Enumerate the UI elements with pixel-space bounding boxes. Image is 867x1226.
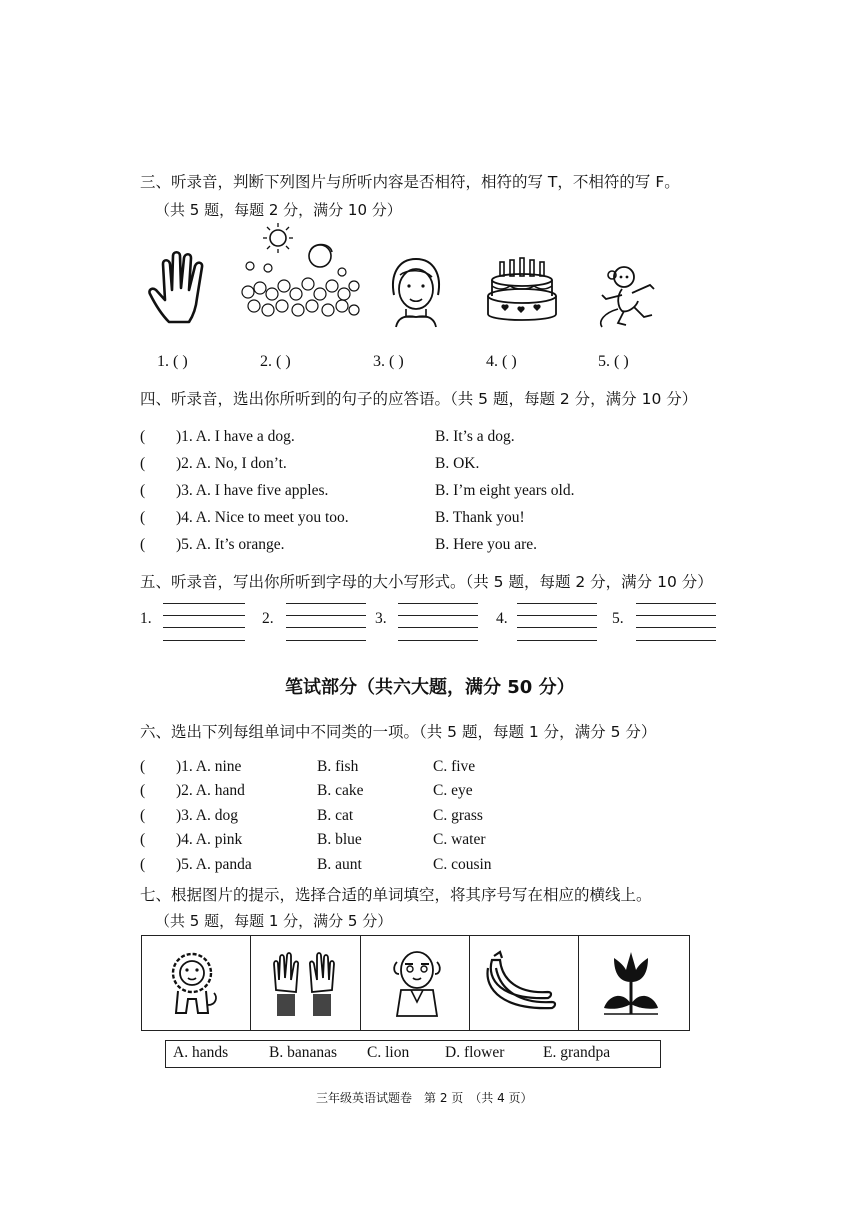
s4-option-b: B. It’s a dog.: [435, 428, 515, 445]
written-part-heading: 笔试部分（共六大题，满分 50 分）: [285, 677, 575, 698]
s6-paren[interactable]: (: [140, 758, 146, 775]
divider: [469, 936, 470, 1030]
s4-option-b: B. OK.: [435, 455, 480, 472]
s6-option-c: C. grass: [433, 807, 483, 824]
s5-line: [517, 640, 597, 641]
s5-line: [163, 640, 245, 641]
section7-note: （共 5 题，每题 1 分，满分 5 分）: [155, 912, 393, 930]
option-d: D. flower: [445, 1044, 505, 1061]
section6-title: 六、选出下列每组单词中不同类的一项。（共 5 题，每题 1 分，满分 5 分）: [140, 723, 657, 741]
s6-option-a: )5. A. panda: [176, 856, 252, 873]
word-bank: [165, 1040, 661, 1068]
s3-answer-5[interactable]: 5. ( ): [598, 353, 629, 370]
s4-option-a: )3. A. I have five apples.: [176, 482, 329, 499]
option-c: C. lion: [367, 1044, 410, 1061]
s6-option-a: )1. A. nine: [176, 758, 242, 775]
hands-icon: [268, 950, 342, 1018]
s6-option-a: )3. A. dog: [176, 807, 238, 824]
section7-title: 七、根据图片的提示，选择合适的单词填空，将其序号写在相应的横线上。: [140, 886, 652, 904]
divider: [360, 936, 361, 1030]
section3-note: （共 5 题，每题 2 分，满分 10 分）: [155, 201, 402, 219]
s5-line: [636, 640, 716, 641]
s6-option-b: B. cat: [317, 807, 354, 824]
s6-option-a: )2. A. hand: [176, 782, 245, 799]
s5-line[interactable]: [517, 627, 597, 628]
divider: [250, 936, 251, 1030]
s5-number-3: 3.: [375, 610, 387, 627]
hand-icon: [147, 250, 215, 328]
section5-title: 五、听录音，写出你所听到字母的大小写形式。（共 5 题，每题 2 分，满分 10 分）: [140, 573, 713, 591]
s5-number-4: 4.: [496, 610, 508, 627]
divider: [578, 936, 579, 1030]
s4-option-b: B. Here you are.: [435, 536, 537, 553]
grandpa-icon: [389, 946, 445, 1020]
s6-option-c: C. cousin: [433, 856, 492, 873]
s5-line: [163, 615, 245, 616]
s6-paren[interactable]: (: [140, 782, 146, 799]
option-e: E. grandpa: [543, 1044, 611, 1061]
page-footer: 三年级英语试题卷 第 2 页 （共 4 页）: [316, 1091, 533, 1105]
s5-line: [636, 603, 716, 604]
s5-line: [517, 615, 597, 616]
section3-title: 三、听录音，判断下列图片与所听内容是否相符，相符的写 T，不相符的写 F。: [140, 173, 680, 191]
s3-answer-1[interactable]: 1. ( ): [157, 353, 188, 370]
s5-line: [398, 615, 478, 616]
s4-paren[interactable]: (: [140, 536, 146, 553]
s3-answer-4[interactable]: 4. ( ): [486, 353, 517, 370]
bananas-icon: [482, 950, 562, 1016]
s4-option-b: B. I’m eight years old.: [435, 482, 575, 499]
s6-option-b: B. aunt: [317, 856, 362, 873]
s5-line: [163, 603, 245, 604]
s4-option-b: B. Thank you!: [435, 509, 525, 526]
s5-number-5: 5.: [612, 610, 624, 627]
monkey-icon: [592, 263, 662, 329]
s6-option-b: B. blue: [317, 831, 362, 848]
s4-paren[interactable]: (: [140, 428, 146, 445]
option-a: A. hands: [173, 1044, 229, 1061]
s5-line: [636, 615, 716, 616]
s5-line[interactable]: [398, 627, 478, 628]
s3-answer-3[interactable]: 3. ( ): [373, 353, 404, 370]
s6-paren[interactable]: (: [140, 831, 146, 848]
s4-option-a: )5. A. It’s orange.: [176, 536, 285, 553]
s5-line[interactable]: [636, 627, 716, 628]
s5-line: [517, 603, 597, 604]
s5-line: [398, 640, 478, 641]
s5-number-2: 2.: [262, 610, 274, 627]
s6-option-c: C. five: [433, 758, 476, 775]
option-b: B. bananas: [269, 1044, 338, 1061]
picture-strip: [141, 935, 690, 1031]
s5-line[interactable]: [286, 627, 366, 628]
s5-line: [398, 603, 478, 604]
s5-line: [286, 615, 366, 616]
s5-line: [286, 603, 366, 604]
s3-answer-2[interactable]: 2. ( ): [260, 353, 291, 370]
s4-paren[interactable]: (: [140, 482, 146, 499]
s6-paren[interactable]: (: [140, 807, 146, 824]
s4-option-a: )2. A. No, I don’t.: [176, 455, 287, 472]
s6-option-c: C. water: [433, 831, 486, 848]
birthday-cake-icon: [484, 256, 560, 326]
s6-option-b: B. cake: [317, 782, 364, 799]
s6-option-b: B. fish: [317, 758, 359, 775]
s6-option-c: C. eye: [433, 782, 473, 799]
girl-face-icon: [388, 255, 444, 329]
s6-paren[interactable]: (: [140, 856, 146, 873]
s4-paren[interactable]: (: [140, 455, 146, 472]
s5-number-1: 1.: [140, 610, 152, 627]
s6-option-a: )4. A. pink: [176, 831, 243, 848]
lion-icon: [166, 951, 226, 1017]
flowers-sun-icon: [240, 222, 362, 322]
s5-line[interactable]: [163, 627, 245, 628]
s5-line: [286, 640, 366, 641]
s4-option-a: )1. A. I have a dog.: [176, 428, 295, 445]
s4-paren[interactable]: (: [140, 509, 146, 526]
flower-icon: [596, 948, 666, 1020]
section4-title: 四、听录音，选出你所听到的句子的应答语。（共 5 题，每题 2 分，满分 10 分）: [140, 390, 698, 408]
s4-option-a: )4. A. Nice to meet you too.: [176, 509, 349, 526]
